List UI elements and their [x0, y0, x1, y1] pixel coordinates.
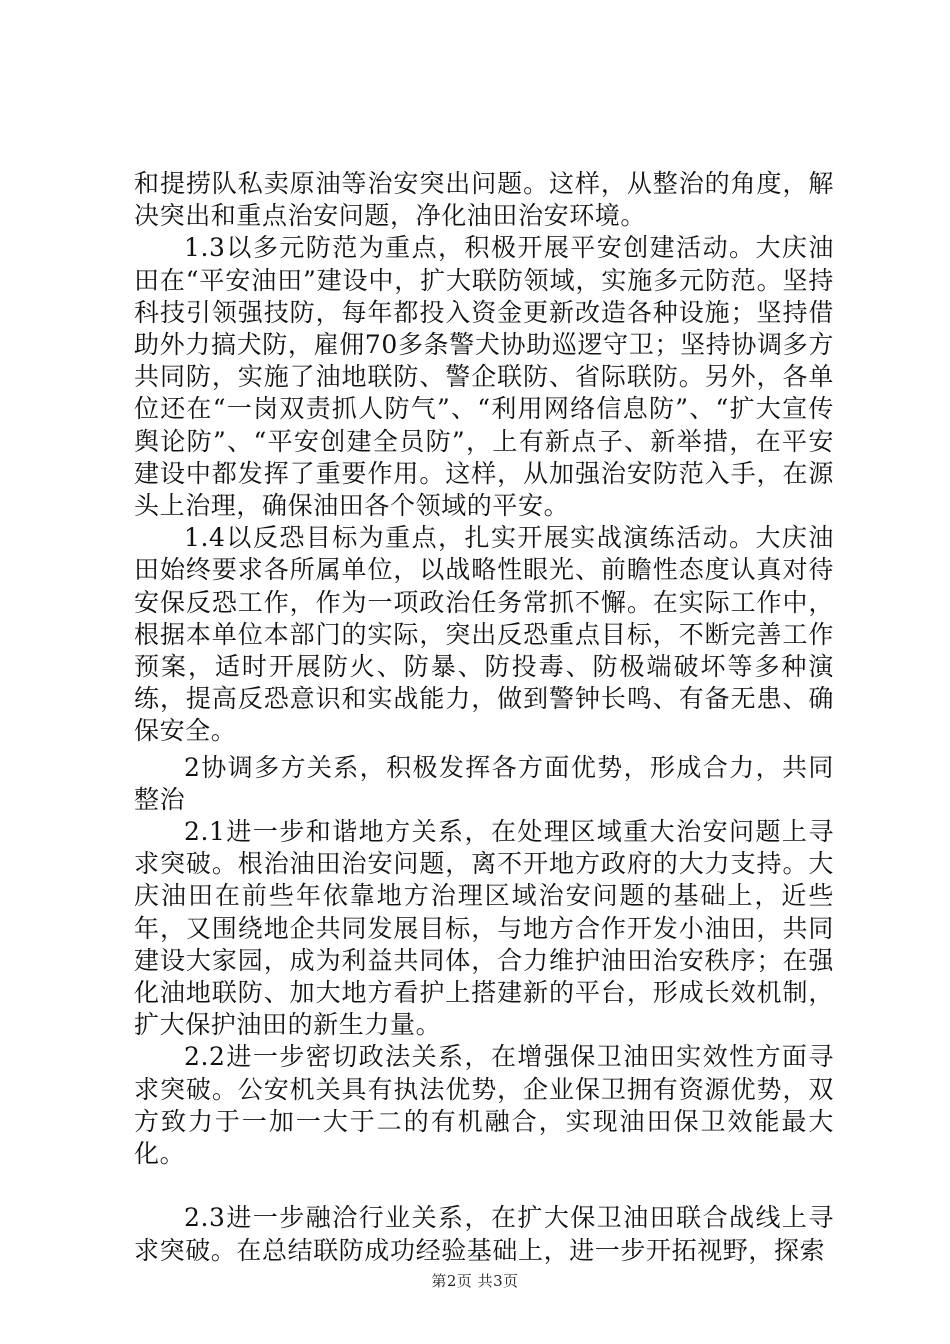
page-number-footer: 第2页 共3页: [431, 1272, 519, 1290]
paragraph-2-2: 2.2进一步密切政法关系，在增强保卫油田实效性方面寻求突破。公安机关具有执法优势，企业保卫拥有资源优势，双方致力于一加一大于二的有机融合，实现油田保卫效能最大化。: [134, 1042, 834, 1169]
paragraph-2-3: 2.3进一步融洽行业关系，在扩大保卫油田联合战线上寻求突破。在总结联防成功经验基础上，进一步开拓视野，探索: [134, 1203, 834, 1265]
paragraph-1-3: 1.3以多元防范为重点，积极开展平安创建活动。大庆油田在“平安油田”建设中，扩大联防领域，实施多元防范。坚持科技引领强技防，每年都投入资金更新改造各种设施；坚持借助外力搞犬防，雇佣70多条警犬协助巡逻守卫；坚持协调多方共同防，实施了油地联防、警企联防、省际联防。另外，各单位还在“一岗双责抓人防气”、“利用网络信息防”、“扩大宣传舆论防”、“平安创建全员防”，上有新点子、新举措，在平安建设中都发挥了重要作用。这样，从加强治安防范入手，在源头上治理，确保油田各个领域的平安。: [134, 233, 834, 521]
paragraph-continuation: 和提捞队私卖原油等治安突出问题。这样，从整治的角度，解决突出和重点治安问题，净化油田治安环境。: [134, 169, 834, 231]
document-body: [134, 168, 834, 1267]
section-heading-2: 2协调多方关系，积极发挥各方面优势，形成合力，共同整治: [134, 752, 834, 814]
paragraph-2-1: 2.1进一步和谐地方关系，在处理区域重大治安问题上寻求突破。根治油田治安问题，离不开地方政府的大力支持。大庆油田在前些年依靠地方治理区域治安问题的基础上，近些年，又围绕地企共同发展目标，与地方合作开发小油田，共同建设大家园，成为利益共同体，合力维护油田治安秩序；在强化油地联防、加大地方看护上搭建新的平台，形成长效机制，扩大保护油田的新生力量。: [134, 817, 834, 1040]
paragraph-1-4: 1.4以反恐目标为重点，扎实开展实战演练活动。大庆油田始终要求各所属单位，以战略性眼光、前瞻性态度认真对待安保反恐工作，作为一项政治任务常抓不懈。在实际工作中，根据本单位本部门的实际，突出反恐重点目标，不断完善工作预案，适时开展防火、防暴、防投毒、防极端破坏等多种演练，提高反恐意识和实战能力，做到警钟长鸣、有备无患、确保安全。: [134, 523, 834, 746]
